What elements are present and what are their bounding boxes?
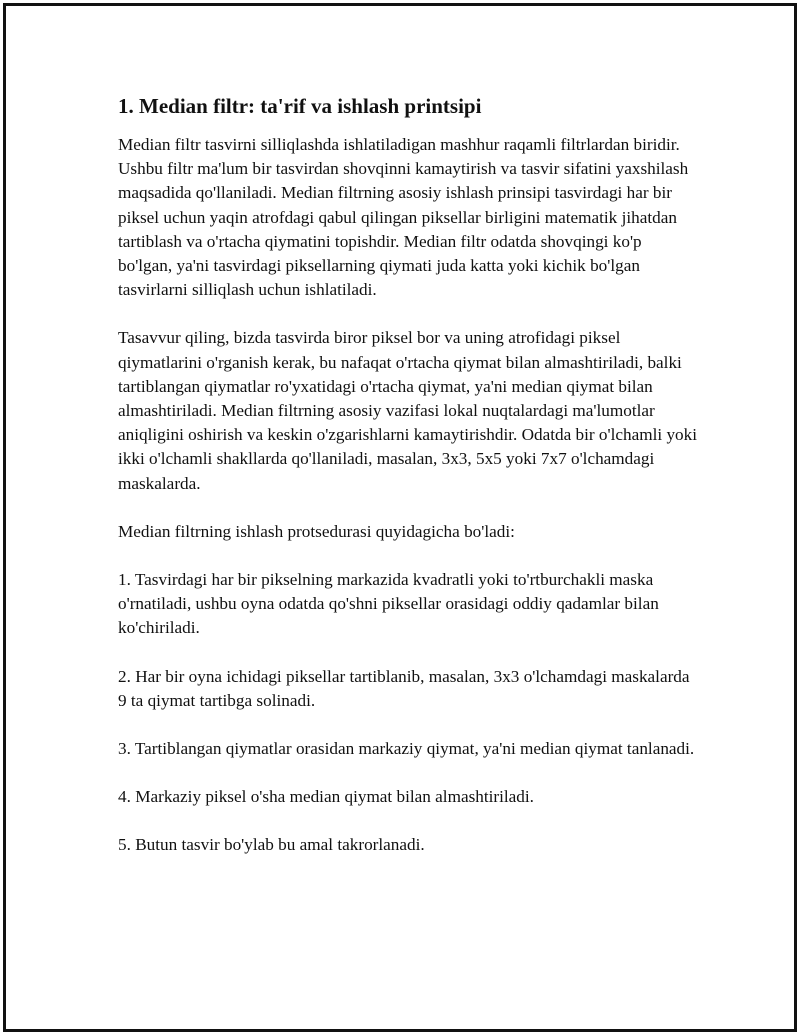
paragraph-procedure-intro: Median filtrning ishlash protsedurasi quyidagicha bo'ladi: xyxy=(118,521,515,541)
list-item-step-4: 4. Markaziy piksel o'sha median qiymat bilan almashtiriladi. xyxy=(118,787,534,807)
section-heading: 1. Median filtr: ta'rif va ishlash printsipi xyxy=(118,94,482,118)
list-item-step-2: 2. Har bir oyna ichidagi piksellar tartiblanib, masalan, 3x3 o'lchamdagi maskalarda 9 ta qiymat tartibga solinadi. xyxy=(118,666,690,710)
list-item-step-5: 5. Butun tasvir bo'ylab bu amal takrorlanadi. xyxy=(118,835,425,855)
list-item-step-1: 1. Tasvirdagi har bir pikselning markazida kvadratli yoki to'rtburchakli maska o'rnatiladi, ushbu oyna odatda qo'shni piksellar orasidagi oddiy qadamlar bilan ko'chiriladi. xyxy=(118,570,659,638)
paragraph-explanation: Tasavvur qiling, bizda tasvirda biror piksel bor va uning atrofidagi piksel qiymatlarini o'rganish kerak, bu nafaqat o'rtacha qiymat bilan almashtiriladi, balki tartiblangan qiymatlar ro'yxatidagi o'rtacha qiymat, ya'ni median qiymat bilan almashtiriladi. Median filtrning asosiy vazifasi lokal nuqtalardagi ma'lumotlar aniqligini oshirish va keskin o'zgarishlarni kamaytirishdir. Odatda bir o'lchamli yoki ikki o'lchamli shakllarda qo'llaniladi, masalan, 3x3, 5x5 yoki 7x7 o'lchamdagi maskalarda. xyxy=(118,328,698,493)
document-body xyxy=(118,92,698,858)
paragraph-intro: Median filtr tasvirni silliqlashda ishlatiladigan mashhur raqamli filtrlardan biridir. Ushbu filtr ma'lum bir tasvirdan shovqinni kamaytirish va tasvir sifatini yaxshilash maqsadida qo'llaniladi. Median filtrning asosiy ishlash prinsipi tasvirdagi har bir piksel uchun yaqin atrofdagi qabul qilingan piksellar birligini matematik jihatdan tartiblash va o'rtacha qiymatini topishdir. Median filtr odatda shovqingi ko'p bo'lgan, ya'ni tasvirdagi piksellarning qiymati juda katta yoki kichik bo'lgan tasvirlarni silliqlash uchun ishlatiladi. xyxy=(118,135,689,300)
list-item-step-3: 3. Tartiblangan qiymatlar orasidan markaziy qiymat, ya'ni median qiymat tanlanadi. xyxy=(118,739,695,759)
